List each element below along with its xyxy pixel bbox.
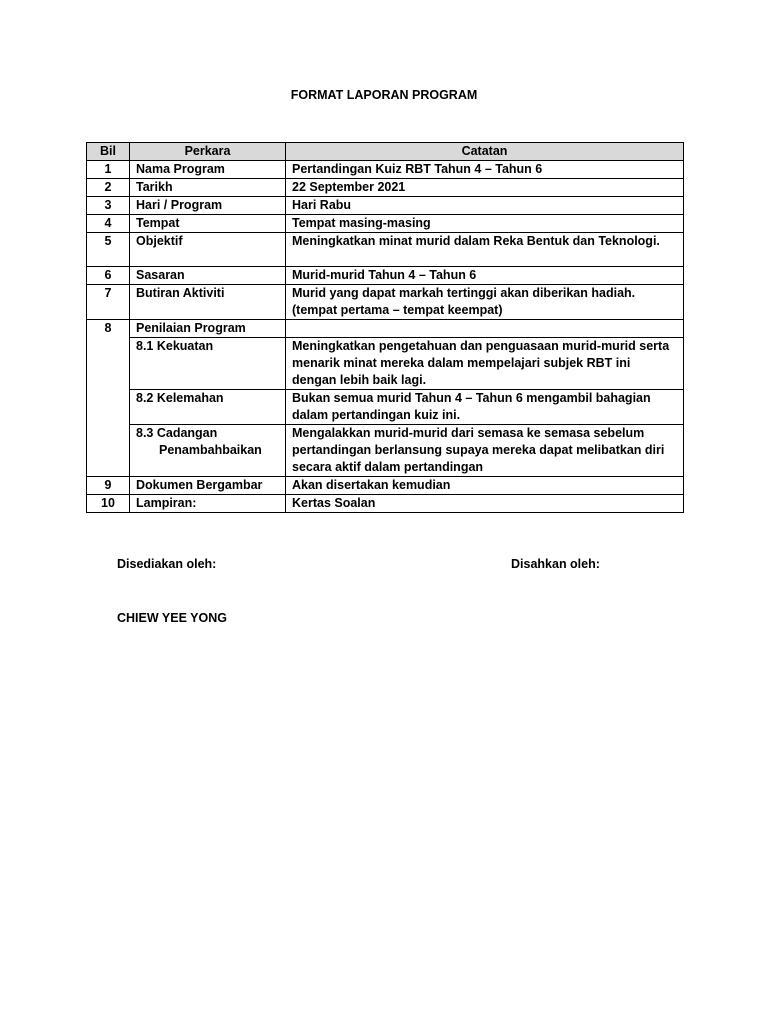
row-catatan: Murid-murid Tahun 4 – Tahun 6 <box>286 267 684 285</box>
prepared-by-name: CHIEW YEE YONG <box>117 611 227 625</box>
row-perkara <box>130 425 286 477</box>
header-catatan: Catatan <box>286 143 684 161</box>
table-header-row <box>87 143 684 161</box>
row-number: 6 <box>87 267 130 285</box>
row-number: 3 <box>87 197 130 215</box>
row-catatan: Meningkatkan pengetahuan dan penguasaan murid-murid serta menarik minat mereka dalam mempelajari subjek RBT ini dengan lebih baik lagi. <box>286 338 684 390</box>
table-row <box>87 285 684 320</box>
table-row <box>87 338 684 390</box>
row-perkara: Dokumen Bergambar <box>130 477 286 495</box>
table-row <box>87 477 684 495</box>
perkara-line: Penambahbaikan <box>159 443 262 457</box>
header-bil: Bil <box>87 143 130 161</box>
row-number: 7 <box>87 285 130 320</box>
row-perkara: Sasaran <box>130 267 286 285</box>
catatan-line: Murid yang dapat markah tertinggi akan diberikan hadiah. <box>292 286 636 300</box>
document-title: FORMAT LAPORAN PROGRAM <box>290 88 478 102</box>
row-catatan: Meningkatkan minat murid dalam Reka Bentuk dan Teknologi. <box>286 233 684 267</box>
row-catatan: Pertandingan Kuiz RBT Tahun 4 – Tahun 6 <box>286 161 684 179</box>
row-catatan: Bukan semua murid Tahun 4 – Tahun 6 mengambil bahagian dalam pertandingan kuiz ini. <box>286 390 684 425</box>
row-perkara: Tarikh <box>130 179 286 197</box>
table-row <box>87 161 684 179</box>
table-row <box>87 233 684 267</box>
row-catatan: 22 September 2021 <box>286 179 684 197</box>
perkara-line: 8.3 Cadangan <box>136 426 218 440</box>
row-perkara: Lampiran: <box>130 495 286 513</box>
row-perkara: Nama Program <box>130 161 286 179</box>
table-row <box>87 215 684 233</box>
table-row <box>87 495 684 513</box>
row-perkara: Tempat <box>130 215 286 233</box>
row-catatan: Tempat masing-masing <box>286 215 684 233</box>
table-row <box>87 197 684 215</box>
row-number: 4 <box>87 215 130 233</box>
row-perkara: Butiran Aktiviti <box>130 285 286 320</box>
row-catatan-empty <box>286 320 684 338</box>
table-row <box>87 425 684 477</box>
evaluation-header: Penilaian Program <box>130 320 286 338</box>
row-number: 9 <box>87 477 130 495</box>
row-perkara: Objektif <box>130 233 286 267</box>
row-perkara: Hari / Program <box>130 197 286 215</box>
row-catatan: Mengalakkan murid-murid dari semasa ke semasa sebelum pertandingan berlansung supaya mereka dapat melibatkan diri secara aktif dalam pertandingan <box>286 425 684 477</box>
row-catatan <box>286 285 684 320</box>
row-catatan: Hari Rabu <box>286 197 684 215</box>
header-perkara: Perkara <box>130 143 286 161</box>
row-number: 2 <box>87 179 130 197</box>
row-catatan: Akan disertakan kemudian <box>286 477 684 495</box>
approved-by-label: Disahkan oleh: <box>511 557 600 571</box>
row-catatan: Kertas Soalan <box>286 495 684 513</box>
table-row <box>87 390 684 425</box>
table-row-evaluation-header <box>87 320 684 338</box>
table-row <box>87 267 684 285</box>
row-number: 1 <box>87 161 130 179</box>
row-number: 5 <box>87 233 130 267</box>
row-perkara: 8.1 Kekuatan <box>130 338 286 390</box>
table-row <box>87 179 684 197</box>
row-perkara: 8.2 Kelemahan <box>130 390 286 425</box>
prepared-by-label: Disediakan oleh: <box>117 557 217 571</box>
row-number: 8 <box>87 320 130 477</box>
row-number: 10 <box>87 495 130 513</box>
report-table <box>86 142 684 513</box>
catatan-line: (tempat pertama – tempat keempat) <box>292 303 503 317</box>
